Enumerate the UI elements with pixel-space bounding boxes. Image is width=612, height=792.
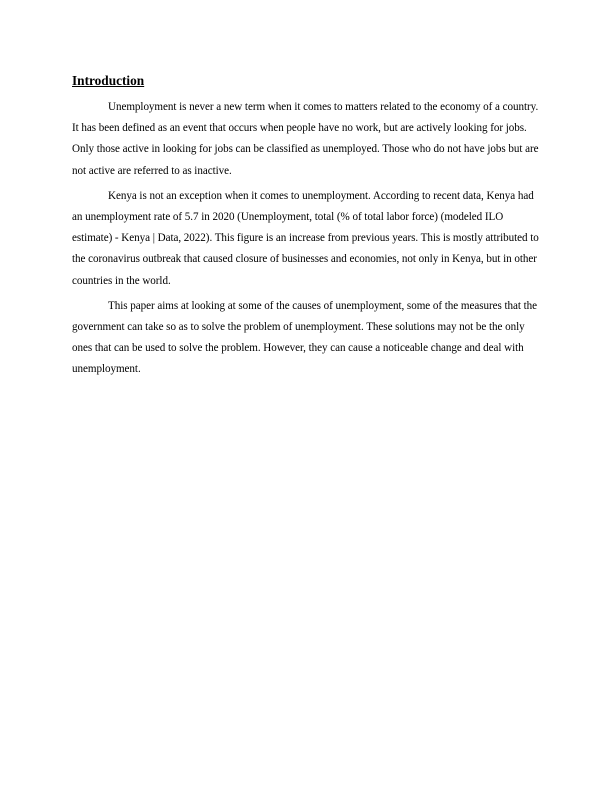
paragraph-2: Kenya is not an exception when it comes to unemployment. According to recent data, Kenya had an unemployment rate of 5.7 in 2020 (Unemployment, total (% of total labor force) (modeled ILO estimate) - Kenya | Data, 2022). This figure is an increase from previous years. This is mostly attributed to the coronavirus outbreak that caused closure of businesses and economies, not only in Kenya, but in other countries in the world. [72, 189, 539, 287]
paragraph-1: Unemployment is never a new term when it comes to matters related to the economy of a country. It has been defined as an event that occurs when people have no work, but are actively looking for jobs. Only those active in looking for jobs can be classified as unemployed. Those who do not have jobs but are not active are referred to as inactive. [72, 101, 539, 177]
document-body [72, 71, 540, 385]
paragraph-3: This paper aims at looking at some of the causes of unemployment, some of the measures that the government can take so as to solve the problem of unemployment. These solutions may not be the only ones that can be used to solve the problem. However, they can cause a noticeable change and deal with unemployment. [72, 299, 538, 376]
section-heading-introduction: Introduction [72, 73, 145, 88]
